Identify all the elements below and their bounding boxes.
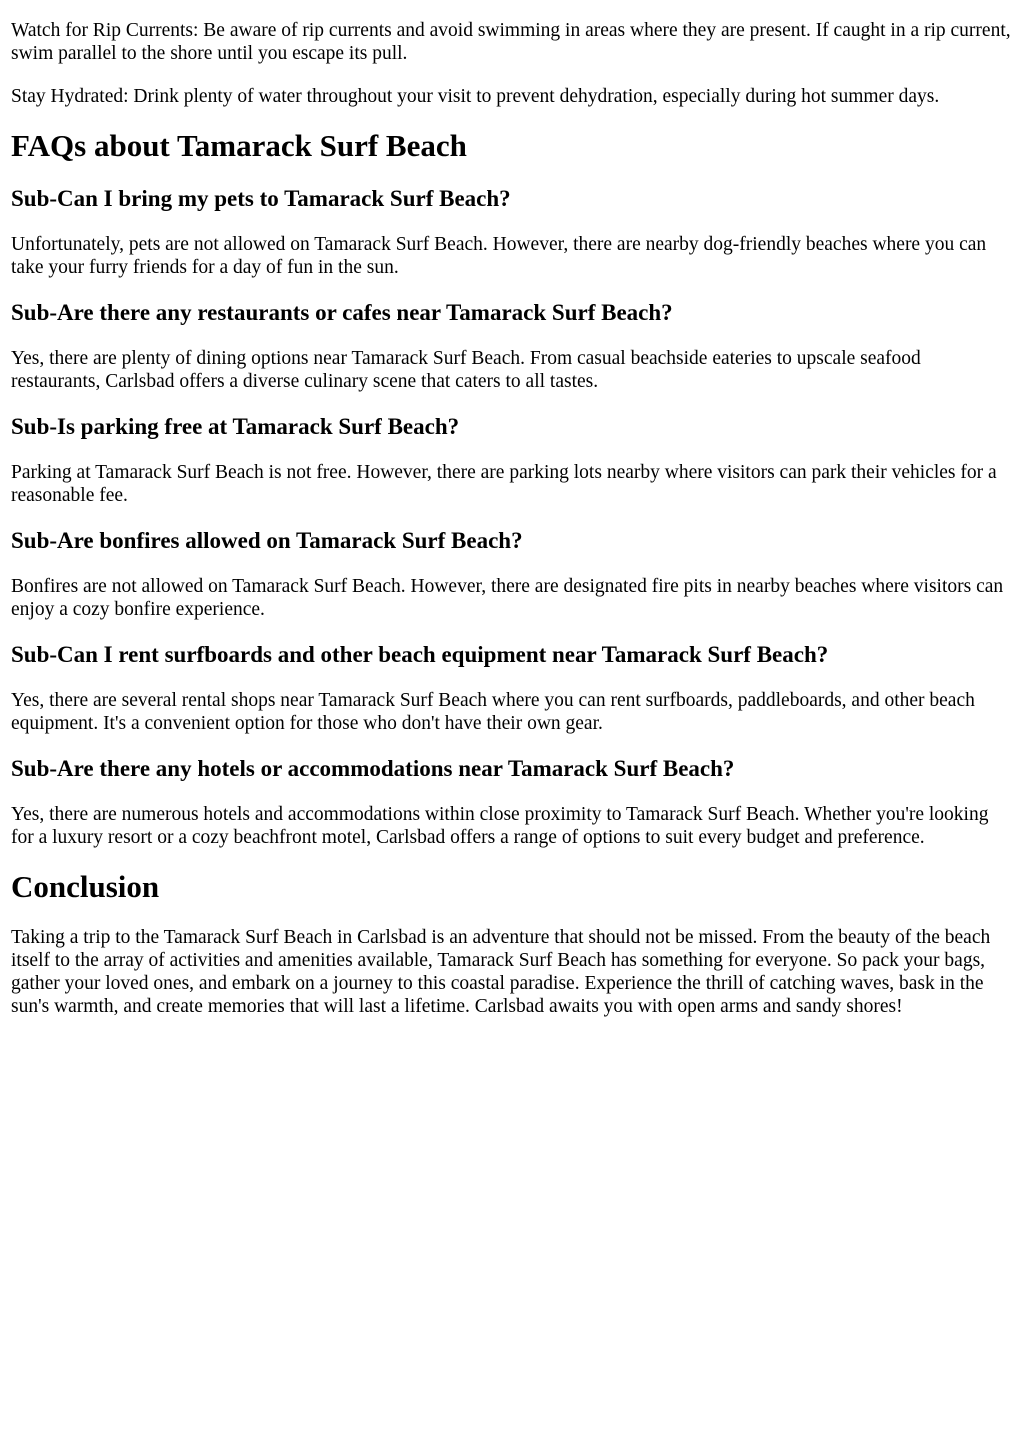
conclusion-section [11,869,1013,1018]
tip-stay-hydrated: Stay Hydrated: Drink plenty of water throughout your visit to prevent dehydration, especially during hot summer days. [11,86,940,107]
faq-heading: FAQs about Tamarack Surf Beach [11,128,467,163]
faq-question: Sub-Can I rent surfboards and other beach equipment near Tamarack Surf Beach? [11,642,829,667]
faq-answer: Yes, there are plenty of dining options near Tamarack Surf Beach. From casual beachside eateries to upscale seafood restaurants, Carlsbad offers a diverse culinary scene that caters to all tastes. [11,348,921,392]
faq-answer: Yes, there are several rental shops near Tamarack Surf Beach where you can rent surfboards, paddleboards, and other beach equipment. It's a convenient option for those who don't have their own gear. [11,690,975,734]
faq-answer: Parking at Tamarack Surf Beach is not free. However, there are parking lots nearby where visitors can park their vehicles for a reasonable fee. [11,462,997,506]
faq-question: Sub-Are there any hotels or accommodations near Tamarack Surf Beach? [11,756,735,781]
faq-question: Sub-Are there any restaurants or cafes near Tamarack Surf Beach? [11,300,673,325]
conclusion-heading: Conclusion [11,869,160,904]
faq-question: Sub-Are bonfires allowed on Tamarack Surf Beach? [11,528,523,553]
faq-answer: Unfortunately, pets are not allowed on Tamarack Surf Beach. However, there are nearby dog-friendly beaches where you can take your furry friends for a day of fun in the sun. [11,234,987,278]
faq-answer: Bonfires are not allowed on Tamarack Surf Beach. However, there are designated fire pits in nearby beaches where visitors can enjoy a cozy bonfire experience. [11,576,1004,620]
faq-question: Sub-Is parking free at Tamarack Surf Beach? [11,414,460,439]
faq-answer: Yes, there are numerous hotels and accommodations within close proximity to Tamarack Surf Beach. Whether you're looking for a luxury resort or a cozy beachfront motel, Carlsbad offers a range of options to suit every budget and preference. [11,804,989,848]
conclusion-text: Taking a trip to the Tamarack Surf Beach in Carlsbad is an adventure that should not be missed. From the beauty of the beach itself to the array of activities and amenities available, Tamarack Surf Beach has something for everyone. So pack your bags, gather your loved ones, and embark on a journey to this coastal paradise. Experience the thrill of catching waves, bask in the sun's warmth, and create memories that will last a lifetime. Carlsbad awaits you with open arms and sandy shores! [11,927,991,1017]
faq-section [11,128,1013,849]
faq-question: Sub-Can I bring my pets to Tamarack Surf Beach? [11,186,511,211]
tip-rip-currents: Watch for Rip Currents: Be aware of rip currents and avoid swimming in areas where they are present. If caught in a rip current, swim parallel to the shore until you escape its pull. [11,20,1011,64]
